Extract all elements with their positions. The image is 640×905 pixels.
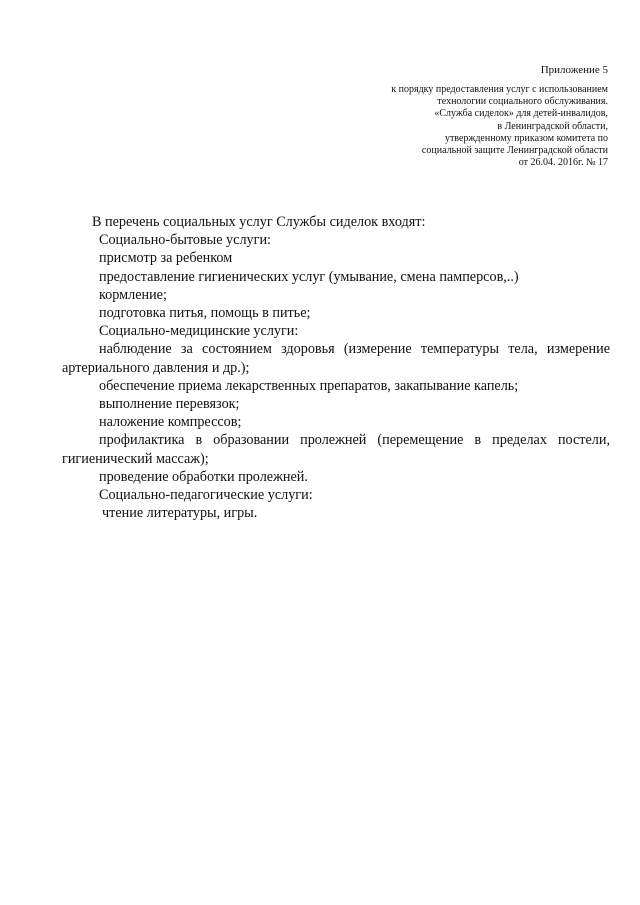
section-heading-social-pedagogical: Социально-педагогические услуги: [99, 487, 313, 504]
list-item: профилактика в образовании пролежней (перемещение в пределах постели, гигиенический массаж); [62, 432, 610, 467]
annex-title: Приложение 5 [540, 64, 608, 76]
header-date-line: от 26.04. 2016г. № 17 [518, 157, 608, 169]
list-item: обеспечение приема лекарственных препаратов, закапывание капель; [99, 377, 519, 394]
header-line: утвержденному приказом комитета по [444, 132, 608, 144]
list-item: наложение компрессов; [99, 414, 242, 431]
header-line: «Служба сиделок» для детей-инвалидов, [434, 108, 608, 120]
header-line: в Ленинградской области, [497, 120, 608, 132]
section-heading-social-medical: Социально-медицинские услуги: [99, 323, 299, 340]
header-line: технологии социального обслуживания. [437, 96, 608, 108]
list-item: предоставление гигиенических услуг (умывание, смена памперсов,..) [99, 268, 519, 285]
list-item: проведение обработки пролежней. [99, 468, 308, 485]
list-item: чтение литературы, игры. [102, 505, 258, 522]
header-line: к порядку предоставления услуг с использованием [391, 84, 608, 95]
list-item: присмотр за ребенком [99, 250, 233, 267]
list-item: кормление; [99, 286, 167, 303]
list-item: подготовка питья, помощь в питье; [99, 305, 311, 322]
list-item: наблюдение за состоянием здоровья (измерение температуры тела, измерение артериального давления и др.); [62, 341, 610, 376]
list-intro: В перечень социальных услуг Службы сиделок входят: [92, 214, 426, 230]
list-item: выполнение перевязок; [99, 396, 240, 413]
section-heading-social-domestic: Социально-бытовые услуги: [99, 232, 271, 249]
header-line: социальной защите Ленинградской области [421, 145, 608, 157]
header-block [391, 84, 608, 169]
services-list [62, 213, 610, 522]
